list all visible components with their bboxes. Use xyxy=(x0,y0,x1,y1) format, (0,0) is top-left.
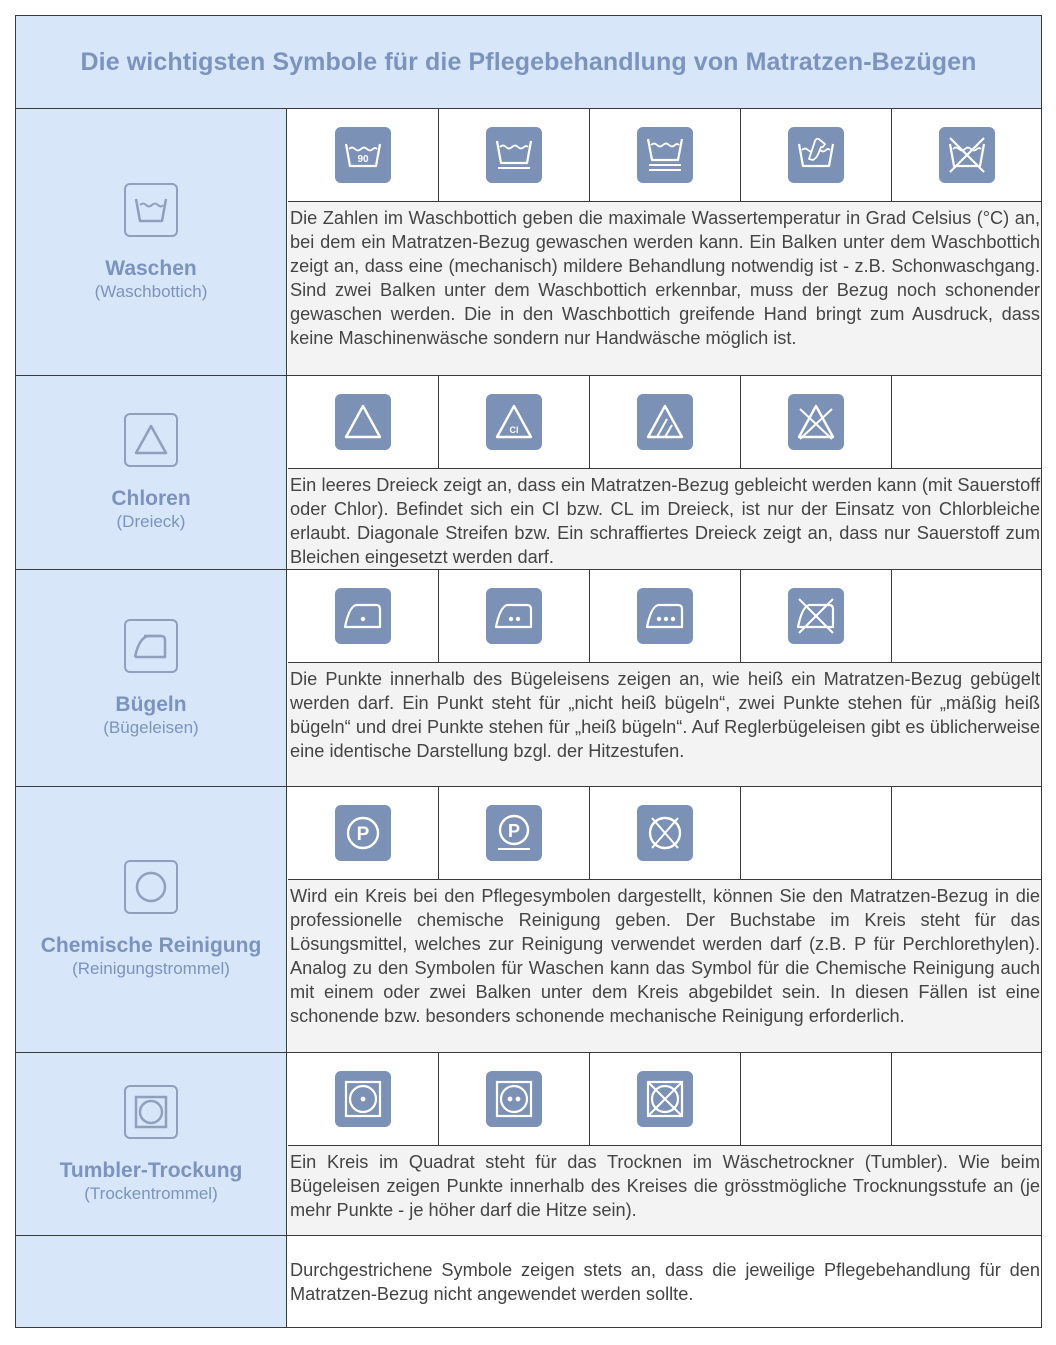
category-name: Tumbler-Trockung xyxy=(59,1158,243,1182)
category-cell-buegeln xyxy=(16,570,287,786)
category-subtitle: (Reinigungstrommel) xyxy=(72,959,230,978)
hand-wash-icon xyxy=(788,127,844,183)
note-text: Durchgestrichene Symbole zeigen stets an, dass die jeweilige Pflegebehandlung für den Matratzen-Bezug nicht angewendet werden sollte. xyxy=(288,1236,1041,1327)
section-note xyxy=(16,1236,1041,1327)
description-text: Wird ein Kreis bei den Pflegesymbolen dargestellt, können Sie den Matratzen-Bezug in die professionelle chemische Reinigung geben. Der Buchstabe im Kreis steht für das Lösungsmittel, welches zur Reinigung verwendet werden darf (z.B. P für Perchlorethylen). Analog zu den Symbolen für Waschen kann das Symbol für die Chemische Reinigung auch mit einem oder zwei Balken unter dem Kreis abgebildet sein. In diesen Fällen ist eine schonende bzw. besonders schonende mechanische Reinigung erforderlich. xyxy=(288,880,1041,1052)
tumble-dry-icon xyxy=(124,1085,178,1139)
page-title: Die wichtigsten Symbole für die Pflegebehandlung von Matratzen-Bezügen xyxy=(80,47,977,76)
section-tumbler-trocknung xyxy=(16,1053,1041,1236)
category-cell-chemische-reinigung xyxy=(16,787,287,1052)
category-cell-waschen xyxy=(16,109,287,375)
iron-icon xyxy=(124,619,178,673)
description-text: Ein Kreis im Quadrat steht für das Trocknen im Wäschetrockner (Tumbler). Wie beim Bügeleisen zeigen Punkte innerhalb des Kreises die grösstmögliche Trocknungsstufe an (je mehr Punkte - je höher darf die Hitze sein). xyxy=(288,1146,1041,1235)
symbol-row xyxy=(288,1053,1041,1146)
category-subtitle: (Trockentrommel) xyxy=(84,1183,218,1203)
wash-one-bar-icon xyxy=(486,127,542,183)
wash-90-icon xyxy=(335,127,391,183)
category-name: Chloren xyxy=(111,487,191,510)
tumble-one-dot-icon xyxy=(335,1071,391,1127)
dryclean-p-bar-icon xyxy=(486,805,542,861)
description-text: Die Zahlen im Waschbottich geben die maximale Wassertemperatur in Grad Celsius (°C) an, bei dem ein Matratzen-Bezug gewaschen werden kann. Ein Balken unter dem Waschbottich zeigt an, dass eine (mechanisch) mildere Behandlung notwendig ist - z.B. Schonwaschgang. Sind zwei Balken unter dem Waschbottich erkennbar, muss der Bezug noch schonender gewaschen werden. Die in den Waschbottich greifende Hand bringt zum Ausdruck, dass keine Maschinenwäsche sondern nur Handwäsche möglich ist. xyxy=(288,202,1041,375)
section-buegeln xyxy=(16,570,1041,787)
triangle-icon xyxy=(124,413,178,467)
wash-two-bars-icon xyxy=(637,127,693,183)
category-subtitle: (Waschbottich) xyxy=(94,281,208,301)
wash-tub-icon xyxy=(124,183,178,237)
iron-three-dots-icon xyxy=(637,588,693,644)
bleach-chlorine-icon xyxy=(486,394,542,450)
svg-text:90: 90 xyxy=(357,154,369,165)
category-cell-empty xyxy=(16,1236,287,1327)
iron-two-dots-icon xyxy=(486,588,542,644)
section-waschen xyxy=(16,109,1041,376)
symbol-row xyxy=(288,787,1041,880)
symbol-row xyxy=(288,570,1041,663)
symbol-row xyxy=(288,376,1041,469)
section-chemische-reinigung xyxy=(16,787,1041,1053)
bleach-any-icon xyxy=(335,394,391,450)
svg-text:Cl: Cl xyxy=(509,425,519,435)
section-chloren xyxy=(16,376,1041,570)
bleach-oxygen-icon xyxy=(637,394,693,450)
description-text: Die Punkte innerhalb des Bügeleisens zeigen an, wie heiß ein Matratzen-Bezug gebügelt werden darf. Ein Punkt steht für „nicht heiß bügeln“, zwei Punkte stehen für „mäßig heiß bügeln“ und drei Punkte stehen für „heiß bügeln“. Auf Reglerbügeleisen gibt es üblicherweise eine identische Darstellung bzgl. der Hitzestufen. xyxy=(288,663,1041,786)
svg-text:P: P xyxy=(356,824,370,845)
circle-icon xyxy=(124,860,178,914)
iron-one-dot-icon xyxy=(335,588,391,644)
no-bleach-icon xyxy=(788,394,844,450)
dryclean-p-icon xyxy=(335,805,391,861)
category-cell-chloren xyxy=(16,376,287,569)
category-name: Waschen xyxy=(105,256,197,280)
svg-text:P: P xyxy=(507,821,521,841)
no-dryclean-icon xyxy=(637,805,693,861)
tumble-two-dots-icon xyxy=(486,1071,542,1127)
no-wash-icon xyxy=(939,127,995,183)
category-name: Bügeln xyxy=(115,692,187,716)
no-iron-icon xyxy=(788,588,844,644)
no-tumble-icon xyxy=(637,1071,693,1127)
category-cell-tumbler xyxy=(16,1053,287,1235)
description-text: Ein leeres Dreieck zeigt an, dass ein Matratzen-Bezug gebleicht werden kann (mit Sauerstoff oder Chlor). Befindet sich ein Cl bzw. CL im Dreieck, ist nur der Einsatz von Chlorbleiche erlaubt. Diagonale Streifen bzw. Ein schraffiertes Dreieck zeigt an, dass nur Sauerstoff zum Bleichen eingesetzt werden darf. xyxy=(288,469,1041,569)
symbol-row xyxy=(288,109,1041,202)
category-name: Chemische Reinigung xyxy=(40,934,262,957)
category-subtitle: (Dreieck) xyxy=(116,512,186,531)
table-header xyxy=(16,16,1041,109)
care-symbols-table xyxy=(15,15,1042,1328)
category-subtitle: (Bügeleisen) xyxy=(103,717,199,737)
